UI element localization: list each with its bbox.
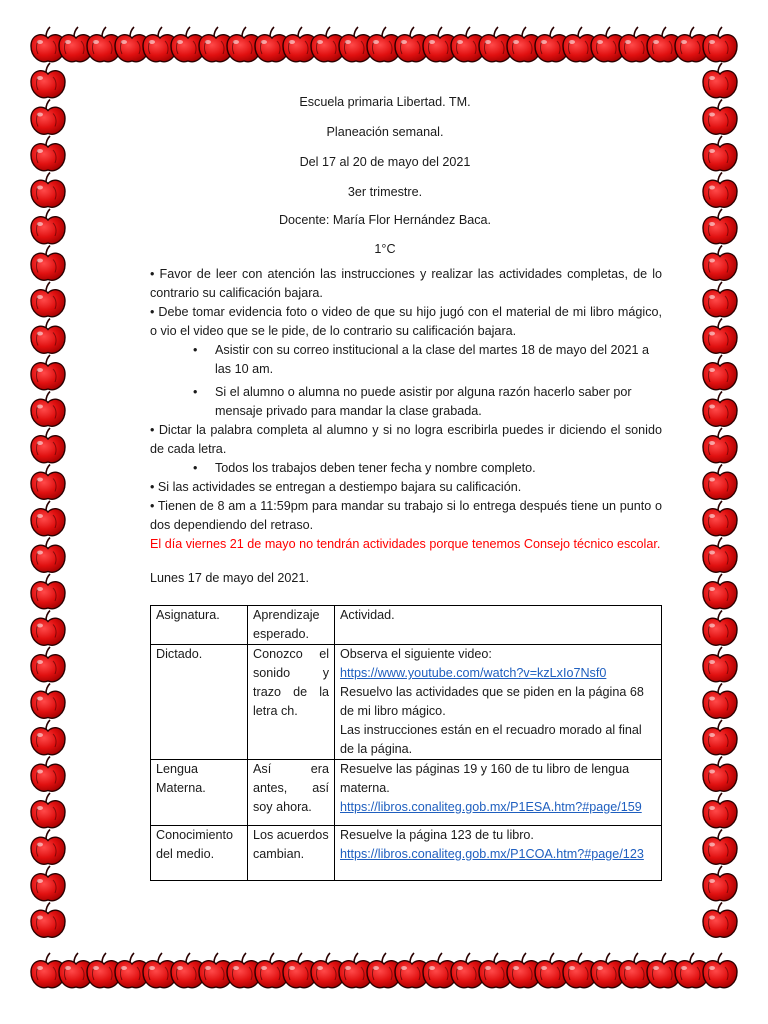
notice-text: El día viernes 21 de mayo no tendrán actividades porque tenemos Consejo técnico escolar. (150, 537, 661, 551)
school-name: Escuela primaria Libertad. TM. (299, 95, 471, 109)
table-row (151, 760, 662, 826)
red-apple-icon (31, 720, 65, 755)
red-apple-icon (703, 282, 737, 317)
red-apple-icon (703, 720, 737, 755)
instruction-bullet: • Todos los trabajos deben tener fecha y nombre completo. (193, 459, 662, 478)
red-apple-icon (703, 319, 737, 354)
red-apple-icon (703, 793, 737, 828)
instructions (150, 265, 662, 554)
teacher-name: Docente: María Flor Hernández Baca. (278, 213, 492, 227)
subject-cell: Lengua Materna. (151, 760, 248, 826)
red-apple-icon (31, 173, 65, 208)
red-apple-icon (703, 209, 737, 244)
red-apple-icon (31, 538, 65, 573)
red-apple-icon (703, 574, 737, 609)
red-apple-icon (31, 793, 65, 828)
red-apple-icon (703, 392, 737, 427)
activity-cell (335, 760, 662, 826)
learning-cell: Así era antes, así soy ahora. (248, 760, 335, 826)
red-apple-icon (703, 246, 737, 281)
activity-text: Resuelve las páginas 19 y 160 de tu libro de lengua materna. (340, 762, 630, 795)
red-apple-icon (703, 136, 737, 171)
red-apple-icon (703, 428, 737, 463)
table-header-row (151, 606, 662, 645)
instruction-paragraph: • Dictar la palabra completa al alumno y si no logra escribirla puedes ir diciendo el sonido de cada letra. (150, 423, 662, 456)
red-apple-icon (31, 209, 65, 244)
activity-cell (335, 826, 662, 881)
red-apple-icon (703, 647, 737, 682)
instruction-paragraph: • Tienen de 8 am a 11:59pm para mandar su trabajo si lo entrega después tiene un punto o dos dependiendo del retraso. (150, 499, 662, 532)
instruction-bullet: • Si el alumno o alumna no puede asistir por alguna razón hacerlo saber por mensaje privado para mandar la clase grabada. (193, 383, 662, 421)
red-apple-icon (703, 866, 737, 901)
red-apple-icon (703, 903, 737, 938)
red-apple-icon (31, 136, 65, 171)
red-apple-icon (31, 392, 65, 427)
red-apple-icon (31, 465, 65, 500)
red-apple-icon (703, 27, 737, 62)
red-apple-icon (31, 757, 65, 792)
learning-cell: Los acuerdos cambian. (248, 826, 335, 881)
red-apple-icon (31, 684, 65, 719)
activity-text: Observa el siguiente video: (340, 647, 492, 661)
subject-cell: Conocimiento del medio. (151, 826, 248, 881)
instruction-bullet: • Asistir con su correo institucional a la clase del martes 18 de mayo del 2021 a las 10 am. (193, 341, 662, 379)
red-apple-icon (703, 830, 737, 865)
red-apple-icon (31, 246, 65, 281)
red-apple-icon (31, 647, 65, 682)
book-link[interactable]: https://libros.conaliteg.gob.mx/P1COA.htm?#page/123 (340, 847, 644, 861)
table-row (151, 826, 662, 881)
red-apple-icon (703, 953, 737, 988)
red-apple-icon (31, 63, 65, 98)
date-range: Del 17 al 20 de mayo del 2021 (299, 155, 471, 169)
red-apple-icon (703, 100, 737, 135)
term: 3er trimestre. (347, 185, 423, 199)
red-apple-icon (31, 611, 65, 646)
red-apple-icon (703, 501, 737, 536)
red-apple-icon (703, 173, 737, 208)
plan-table (150, 605, 662, 881)
red-apple-icon (31, 319, 65, 354)
red-apple-icon (703, 465, 737, 500)
table-header-cell: Actividad. (335, 606, 662, 645)
red-apple-icon (31, 574, 65, 609)
table-header-cell: Asignatura. (151, 606, 248, 645)
red-apple-icon (703, 355, 737, 390)
book-link[interactable]: https://libros.conaliteg.gob.mx/P1ESA.htm?#page/159 (340, 800, 642, 814)
instruction-paragraph: • Si las actividades se entregan a destiempo bajara su calificación. (150, 480, 522, 494)
instruction-paragraph: • Favor de leer con atención las instrucciones y realizar las actividades completas, de lo contrario su calificación bajara. (150, 267, 662, 300)
group-label: 1°C (374, 242, 396, 256)
table-header-cell: Aprendizaje esperado. (248, 606, 335, 645)
instruction-paragraph: • Debe tomar evidencia foto o video de que su hijo jugó con el material de mi libro mágico, o vio el video que se le pide, de lo contrario su calificación bajara. (150, 305, 662, 338)
red-apple-icon (703, 757, 737, 792)
red-apple-icon (31, 903, 65, 938)
red-apple-icon (703, 538, 737, 573)
red-apple-icon (703, 63, 737, 98)
activity-text: Resuelve la página 123 de tu libro. (340, 828, 534, 842)
red-apple-icon (703, 684, 737, 719)
document-title: Planeación semanal. (326, 125, 444, 139)
red-apple-icon (703, 611, 737, 646)
day-heading: Lunes 17 de mayo del 2021. (150, 571, 309, 585)
activity-text: Resuelvo las actividades que se piden en la página 68 de mi libro mágico. (340, 685, 644, 718)
red-apple-icon (31, 830, 65, 865)
activity-cell (335, 645, 662, 760)
red-apple-icon (31, 866, 65, 901)
red-apple-icon (31, 355, 65, 390)
video-link[interactable]: https://www.youtube.com/watch?v=kzLxIo7Nsf0 (340, 666, 607, 680)
learning-cell: Conozco el sonido y trazo de la letra ch. (248, 645, 335, 760)
red-apple-icon (31, 282, 65, 317)
subject-cell: Dictado. (151, 645, 248, 760)
table-row (151, 645, 662, 760)
red-apple-icon (31, 428, 65, 463)
activity-text: Las instrucciones están en el recuadro morado al final de la página. (340, 723, 642, 756)
red-apple-icon (31, 100, 65, 135)
red-apple-icon (31, 501, 65, 536)
